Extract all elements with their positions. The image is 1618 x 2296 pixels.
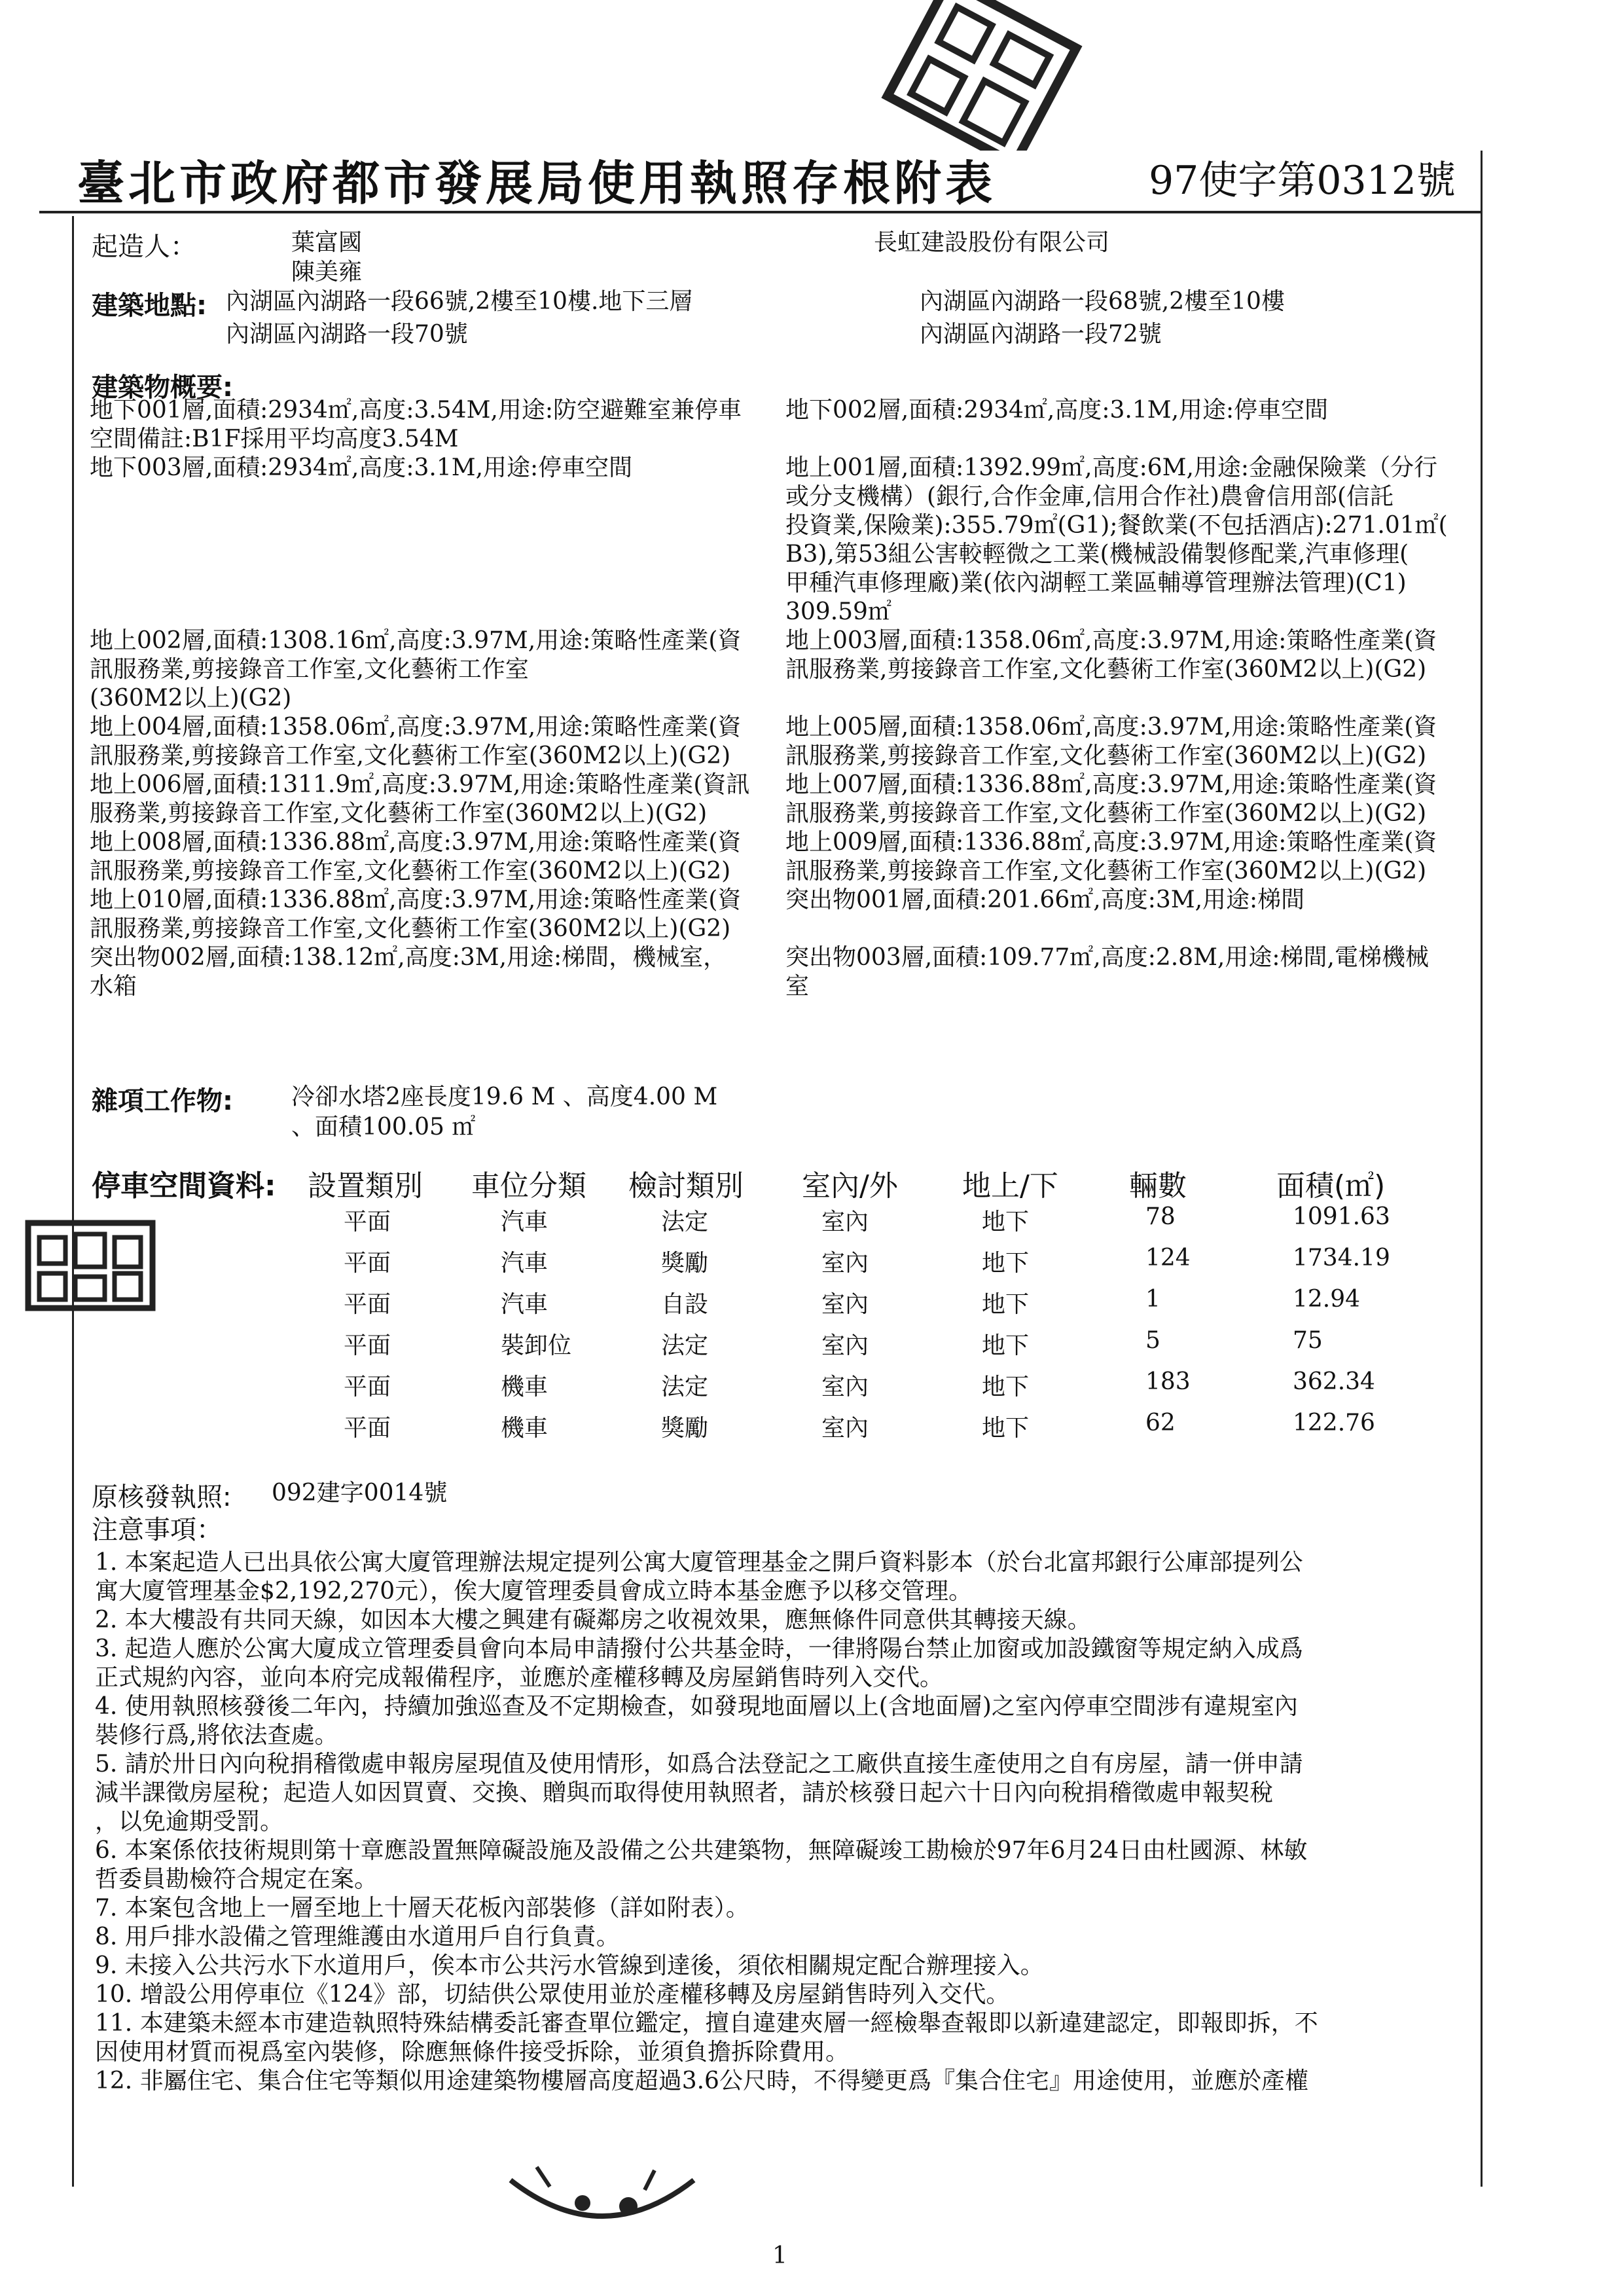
parking-label: 停車空間資料: [92, 1169, 276, 1203]
parking-cell-indoor: 室內 [821, 1250, 869, 1277]
parking-cell-level: 地下 [982, 1209, 1030, 1235]
overview-right-line: 地上001層,面積:1392.99㎡,高度:6M,用途:金融保險業（分行 [785, 454, 1438, 481]
parking-cell-review: 法定 [661, 1209, 709, 1235]
parking-cell-review: 自設 [661, 1291, 709, 1318]
permit-number: 97使字第0312號 [1149, 158, 1456, 204]
overview-left-line [90, 483, 810, 511]
site-right-2: 內湖區內湖路一段72號 [920, 321, 1162, 348]
note-line: 3. 起造人應於公寓大廈成立管理委員會向本局申請撥付公共基金時，一律將陽台禁止加窗或加設鐵窗等規定納入成爲 [95, 1635, 1303, 1662]
overview-right-line: 地上009層,面積:1336.88㎡,高度:3.97M,用途:策略性產業(資 [785, 829, 1437, 856]
applicant-label: 起造人： [92, 232, 196, 262]
misc-label: 雜項工作物: [92, 1086, 233, 1116]
note-line: 哲委員勘檢符合規定在案。 [95, 1866, 378, 1893]
parking-cell-area: 1091.63 [1293, 1203, 1390, 1230]
parking-cell-level: 地下 [982, 1374, 1030, 1400]
overview-left-line: 訊服務業,剪接錄音工作室,文化藝術工作室(360M2以上)(G2) [90, 858, 731, 884]
parking-cell-review: 獎勵 [661, 1250, 709, 1277]
parking-cell-area: 75 [1293, 1327, 1323, 1354]
parking-cell-category: 機車 [501, 1415, 548, 1442]
overview-right-column [785, 396, 1479, 1001]
overview-left-line: (360M2以上)(G2) [90, 685, 292, 712]
applicant-company: 長虹建設股份有限公司 [874, 229, 1110, 256]
site-label: 建築地點: [92, 291, 207, 321]
parking-cell-review: 法定 [661, 1374, 709, 1400]
overview-label: 建築物概要: [92, 373, 233, 403]
parking-cell-review: 法定 [661, 1332, 709, 1359]
bottom-seal-stamp-icon [497, 2154, 707, 2239]
overview-right-line: 甲種汽車修理廠)業(依內湖輕工業區輔導管理辦法管理)(C1) [785, 570, 1407, 596]
document-title: 臺北市政府都市發展局使用執照存根附表 [77, 155, 997, 211]
top-seal-stamp-icon [864, 0, 1100, 151]
note-line: 1. 本案起造人已出具依公寓大廈管理辦法規定提列公寓大廈管理基金之開戶資料影本（於台北富邦銀行公庫部提列公 [95, 1549, 1303, 1576]
note-line: 7. 本案包含地上一層至地上十層天花板內部裝修（詳如附表）。 [95, 1895, 749, 1922]
note-line: 6. 本案係依技術規則第十章應設置無障礙設施及設備之公共建築物，無障礙竣工勘檢於97年6月24日由杜國源、林敏 [95, 1837, 1308, 1864]
note-line: 因使用材質而視爲室內裝修，除應無條件接受拆除，並須負擔拆除費用。 [95, 2039, 850, 2066]
parking-cell-count: 183 [1145, 1368, 1191, 1395]
parking-cell-area: 1734.19 [1293, 1245, 1390, 1271]
applicant-name-2: 陳美雍 [291, 259, 363, 285]
note-line: 寓大廈管理基金$2,192,270元），俟大廈管理委員會成立時本基金應予以移交管理。 [95, 1578, 973, 1605]
parking-cell-category: 汽車 [501, 1291, 548, 1318]
overview-right-line: 訊服務業,剪接錄音工作室,文化藝術工作室(360M2以上)(G2) [785, 858, 1427, 884]
overview-left-line: 地上002層,面積:1308.16㎡,高度:3.97M,用途:策略性產業(資 [90, 627, 742, 654]
overview-left-line: 訊服務業,剪接錄音工作室,文化藝術工作室(360M2以上)(G2) [90, 915, 731, 942]
parking-header-count: 輛數 [1129, 1169, 1187, 1203]
left-border [72, 216, 74, 2187]
parking-cell-level: 地下 [982, 1415, 1030, 1442]
overview-left-line [90, 540, 810, 569]
parking-cell-count: 1 [1145, 1286, 1160, 1313]
overview-right-line: 地上005層,面積:1358.06㎡,高度:3.97M,用途:策略性產業(資 [785, 714, 1437, 740]
note-line: 11. 本建築未經本市建造執照特殊結構委託審查單位鑑定，擅自違建夾層一經檢舉查報即以新違建認定，即報即拆，不 [95, 2010, 1318, 2037]
parking-cell-type: 平面 [344, 1332, 391, 1359]
parking-cell-area: 362.34 [1293, 1368, 1375, 1395]
overview-left-line: 突出物002層,面積:138.12㎡,高度:3M,用途:梯間，機械室， [90, 944, 727, 971]
overview-right-line [785, 915, 1479, 943]
note-line: 9. 未接入公共污水下水道用戶，俟本市公共污水管線到達後，須依相關規定配合辦理接入。 [95, 1952, 1044, 1979]
parking-cell-category: 裝卸位 [501, 1332, 572, 1359]
overview-right-line: 地上003層,面積:1358.06㎡,高度:3.97M,用途:策略性產業(資 [785, 627, 1437, 654]
note-line: 正式規約內容，並向本府完成報備程序，並應於產權移轉及房屋銷售時列入交代。 [95, 1664, 944, 1691]
parking-cell-indoor: 室內 [821, 1415, 869, 1442]
parking-cell-category: 機車 [501, 1374, 548, 1400]
misc-line-1: 冷卻水塔2座長度19.6 M 、高度4.00 M [291, 1084, 718, 1110]
overview-left-line: 地上008層,面積:1336.88㎡,高度:3.97M,用途:策略性產業(資 [90, 829, 742, 856]
overview-right-line [785, 684, 1479, 713]
original-permit-label: 原核發執照: [92, 1482, 232, 1512]
overview-left-line: 空間備註:B1F採用平均高度3.54M [90, 426, 459, 452]
parking-cell-count: 5 [1145, 1327, 1160, 1354]
overview-left-line: 訊服務業,剪接錄音工作室,文化藝術工作室 [90, 656, 529, 683]
left-seal-stamp-icon [23, 1218, 160, 1316]
note-line: 減半課徵房屋稅；起造人如因買賣、交換、贈與而取得使用執照者，請於核發日起六十日內向稅捐稽徵處申報契稅 [95, 1779, 1274, 1806]
overview-left-line [90, 511, 810, 540]
parking-cell-review: 獎勵 [661, 1415, 709, 1442]
overview-right-line: 突出物001層,面積:201.66㎡,高度:3M,用途:梯間 [785, 886, 1305, 913]
parking-cell-level: 地下 [982, 1332, 1030, 1359]
parking-cell-category: 汽車 [501, 1209, 548, 1235]
applicant-name-1: 葉富國 [291, 229, 363, 256]
notes-list [95, 1548, 1489, 2096]
page-number: 1 [772, 2242, 787, 2269]
overview-right-line: 突出物003層,面積:109.77㎡,高度:2.8M,用途:梯間,電梯機械 [785, 944, 1429, 971]
overview-left-line: 服務業,剪接錄音工作室,文化藝術工作室(360M2以上)(G2) [90, 800, 708, 827]
site-left-1: 內湖區內湖路一段66號,2樓至10樓.地下三層 [226, 288, 693, 315]
notes-label: 注意事項： [92, 1515, 223, 1545]
parking-header-category: 車位分類 [471, 1169, 586, 1203]
original-permit-value: 092建字0014號 [272, 1480, 448, 1506]
parking-cell-level: 地下 [982, 1291, 1030, 1318]
note-line: ，以免逾期受罰。 [95, 1808, 284, 1835]
note-line: 5. 請於卅日內向稅捐稽徵處申報房屋現值及使用情形，如爲合法登記之工廠供直接生產使用之自有房屋，請一併申請 [95, 1751, 1303, 1777]
parking-cell-type: 平面 [344, 1209, 391, 1235]
site-right-1: 內湖區內湖路一段68號,2樓至10樓 [920, 288, 1285, 315]
parking-cell-indoor: 室內 [821, 1374, 869, 1400]
misc-line-2: 、面積100.05 ㎡ [291, 1114, 476, 1140]
overview-right-line: 309.59㎡ [785, 598, 891, 625]
parking-cell-count: 62 [1145, 1410, 1176, 1436]
parking-header-area: 面積(㎡) [1276, 1169, 1386, 1203]
overview-left-line: 訊服務業,剪接錄音工作室,文化藝術工作室(360M2以上)(G2) [90, 742, 731, 769]
parking-cell-type: 平面 [344, 1415, 391, 1442]
overview-right-line [785, 425, 1479, 454]
parking-header-level: 地上/下 [962, 1169, 1058, 1203]
overview-left-line: 水箱 [90, 973, 137, 1000]
overview-left-line: 地上010層,面積:1336.88㎡,高度:3.97M,用途:策略性產業(資 [90, 886, 742, 913]
parking-cell-area: 12.94 [1293, 1286, 1361, 1313]
note-line: 裝修行爲,將依法查處。 [95, 1722, 338, 1749]
overview-right-line: 訊服務業,剪接錄音工作室,文化藝術工作室(360M2以上)(G2) [785, 656, 1427, 683]
overview-left-line [90, 569, 810, 598]
parking-header-indoor: 室內/外 [802, 1169, 898, 1203]
overview-left-column [90, 396, 810, 1001]
overview-left-line: 地上004層,面積:1358.06㎡,高度:3.97M,用途:策略性產業(資 [90, 714, 742, 740]
overview-right-line: 訊服務業,剪接錄音工作室,文化藝術工作室(360M2以上)(G2) [785, 742, 1427, 769]
note-line: 12. 非屬住宅、集合住宅等類似用途建築物樓層高度超過3.6公尺時，不得變更爲『集合住宅』用途使用，並應於產權 [95, 2068, 1308, 2094]
parking-header-review: 檢討類別 [628, 1169, 744, 1203]
site-left-2: 內湖區內湖路一段70號 [226, 321, 468, 348]
overview-right-line: B3),第53組公害較輕微之工業(機械設備製修配業,汽車修理( [785, 541, 1409, 568]
parking-cell-type: 平面 [344, 1250, 391, 1277]
note-line: 8. 用戶排水設備之管理維護由水道用戶自行負責。 [95, 1923, 620, 1950]
parking-cell-count: 124 [1145, 1245, 1191, 1271]
overview-right-line: 室 [785, 973, 810, 1000]
overview-left-line: 地下001層,面積:2934㎡,高度:3.54M,用途:防空避難室兼停車 [90, 397, 742, 424]
overview-right-line: 投資業,保險業):355.79㎡(G1);餐飲業(不包括酒店):271.01㎡( [785, 512, 1448, 539]
overview-left-line: 地下003層,面積:2934㎡,高度:3.1M,用途:停車空間 [90, 454, 633, 481]
overview-right-line: 地上007層,面積:1336.88㎡,高度:3.97M,用途:策略性產業(資 [785, 771, 1437, 798]
overview-right-line: 訊服務業,剪接錄音工作室,文化藝術工作室(360M2以上)(G2) [785, 800, 1427, 827]
parking-cell-category: 汽車 [501, 1250, 548, 1277]
note-line: 2. 本大樓設有共同天線，如因本大樓之興建有礙鄰房之收視效果，應無條件同意供其轉接天線。 [95, 1607, 1091, 1633]
parking-cell-indoor: 室內 [821, 1209, 869, 1235]
overview-right-line: 地下002層,面積:2934㎡,高度:3.1M,用途:停車空間 [785, 397, 1329, 424]
overview-left-line: 地上006層,面積:1311.9㎡,高度:3.97M,用途:策略性產業(資訊 [90, 771, 750, 798]
overview-right-line: 或分支機構）(銀行,合作金庫,信用合作社)農會信用部(信託 [785, 483, 1394, 510]
parking-cell-area: 122.76 [1293, 1410, 1375, 1436]
parking-cell-indoor: 室內 [821, 1332, 869, 1359]
parking-cell-indoor: 室內 [821, 1291, 869, 1318]
parking-cell-level: 地下 [982, 1250, 1030, 1277]
note-line: 4. 使用執照核發後二年內，持續加強巡查及不定期檢查，如發現地面層以上(含地面層)之室內停車空間涉有違規室內 [95, 1693, 1298, 1720]
parking-cell-type: 平面 [344, 1291, 391, 1318]
overview-left-line [90, 598, 810, 627]
parking-cell-count: 78 [1145, 1203, 1176, 1230]
note-line: 10. 增設公用停車位《124》部，切結供公眾使用並於產權移轉及房屋銷售時列入交代。 [95, 1981, 1010, 2008]
parking-cell-type: 平面 [344, 1374, 391, 1400]
parking-header-type: 設置類別 [308, 1169, 423, 1203]
